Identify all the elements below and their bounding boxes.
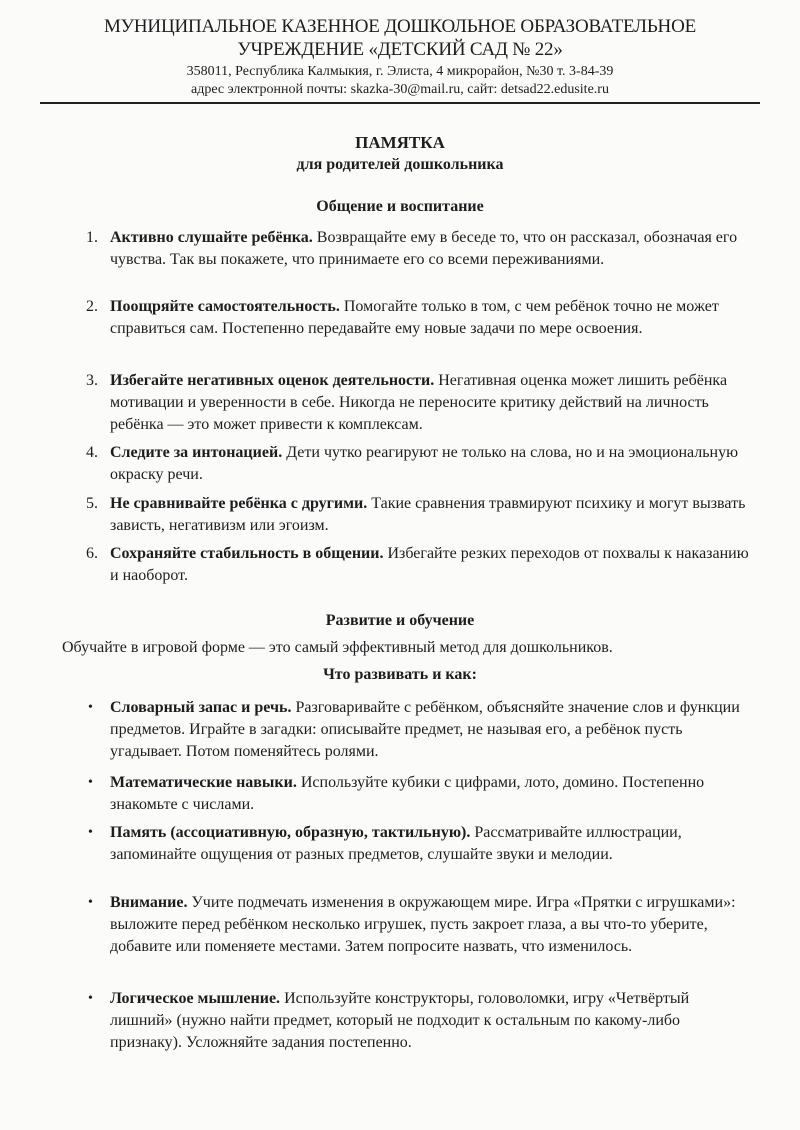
header-divider [40,102,760,104]
bullet-item [88,697,755,763]
item-text: Такие сравнения травмируют психику и могут вызвать зависть, негативизм или эгоизм. [110,495,746,534]
item-text: Избегайте резких переходов от похвалы к наказанию и наоборот. [110,545,749,584]
section-heading-communication: Общение и воспитание [316,198,484,215]
item-text: Разговаривайте с ребёнком, объясняйте значение слов и функции предметов. Играйте в загадки: описывайте предмет, не называя его, а ребёнок пусть угадывает. Потом поменяйтесь ролями. [110,699,740,760]
bullet-icon: • [88,991,93,1006]
item-number: 6. [86,545,98,562]
item-title: Математические навыки. [110,774,297,791]
subheading-what-to-develop: Что развивать и как: [323,666,477,683]
numbered-item [86,442,755,486]
item-text: Рассматривайте иллюстрации, запоминайте ощущения от разных предметов, слушайте звуки и мелодии. [110,824,682,863]
item-title: Избегайте негативных оценок деятельности. [110,372,435,389]
bullet-item [88,892,755,958]
bullet-icon: • [88,775,93,790]
item-number: 5. [86,495,98,512]
item-text: Используйте конструкторы, головоломки, игру «Четвёртый лишний» (нужно найти предмет, который не подходит к остальным по какому-либо признаку). Усложняйте задания постепенно. [110,990,690,1051]
section-heading-development: Развитие и обучение [325,612,475,629]
item-title: Память (ассоциативную, образную, тактильную). [110,824,471,841]
item-text: Негативная оценка может лишить ребёнка мотивации и уверенности в себе. Никогда не переносите критику действий на личность ребёнка — это может привести к комплексам. [110,372,728,433]
org-name-line2: УЧРЕЖДЕНИЕ «ДЕТСКИЙ САД № 22» [237,39,563,60]
item-number: 1. [86,229,98,246]
item-number: 2. [86,298,98,315]
item-title: Не сравнивайте ребёнка с другими. [110,495,368,512]
org-name-line1: МУНИЦИПАЛЬНОЕ КАЗЕННОЕ ДОШКОЛЬНОЕ ОБРАЗОВАТЕЛЬНОЕ [103,16,697,37]
document-subtitle: для родителей дошкольника [296,156,504,173]
bullet-item [88,772,755,816]
item-number: 4. [86,444,98,461]
item-text: Используйте кубики с цифрами, лото, домино. Постепенно знакомьте с числами. [110,774,705,813]
org-contacts: адрес электронной почты: skazka-30@mail.ru, сайт: detsad22.edusite.ru [191,82,609,97]
bullet-icon: • [88,700,93,715]
item-title: Логическое мышление. [110,990,281,1007]
bullet-icon: • [88,895,93,910]
bullet-item [88,822,755,866]
item-title: Словарный запас и речь. [110,699,292,716]
item-text: Дети чутко реагируют не только на слова, но и на эмоциональную окраску речи. [110,444,739,483]
numbered-item [86,493,755,537]
item-number: 3. [86,372,98,389]
numbered-item [86,370,755,436]
item-text: Помогайте только в том, с чем ребёнок точно не может справиться сам. Постепенно передавайте ему новые задачи по мере освоения. [110,298,719,337]
org-address: 358011, Республика Калмыкия, г. Элиста, 4 микрорайон, №30 т. 3-84-39 [186,64,614,79]
numbered-item [86,227,755,271]
numbered-item [86,296,755,340]
item-title: Сохраняйте стабильность в общении. [110,545,384,562]
item-title: Следите за интонацией. [110,444,283,461]
numbered-item [86,543,755,587]
section-intro: Обучайте в игровой форме — это самый эффективный метод для дошкольников. [62,639,613,656]
document-title: ПАМЯТКА [355,133,445,152]
item-text: Учите подмечать изменения в окружающем мире. Игра «Прятки с игрушками»: выложите перед ребёнком несколько игрушек, пусть закроет глаза, а вы что-то уберите, добавите или поменяете местами. Затем попросите назвать, что изменилось. [110,894,736,955]
item-title: Поощряйте самостоятельность. [110,298,340,315]
item-title: Активно слушайте ребёнка. [110,229,313,246]
bullet-icon: • [88,825,93,840]
item-title: Внимание. [110,894,188,911]
item-text: Возвращайте ему в беседе то, что он рассказал, обозначая его чувства. Так вы покажете, что принимаете его со всеми переживаниями. [110,229,738,268]
bullet-item [88,988,755,1054]
